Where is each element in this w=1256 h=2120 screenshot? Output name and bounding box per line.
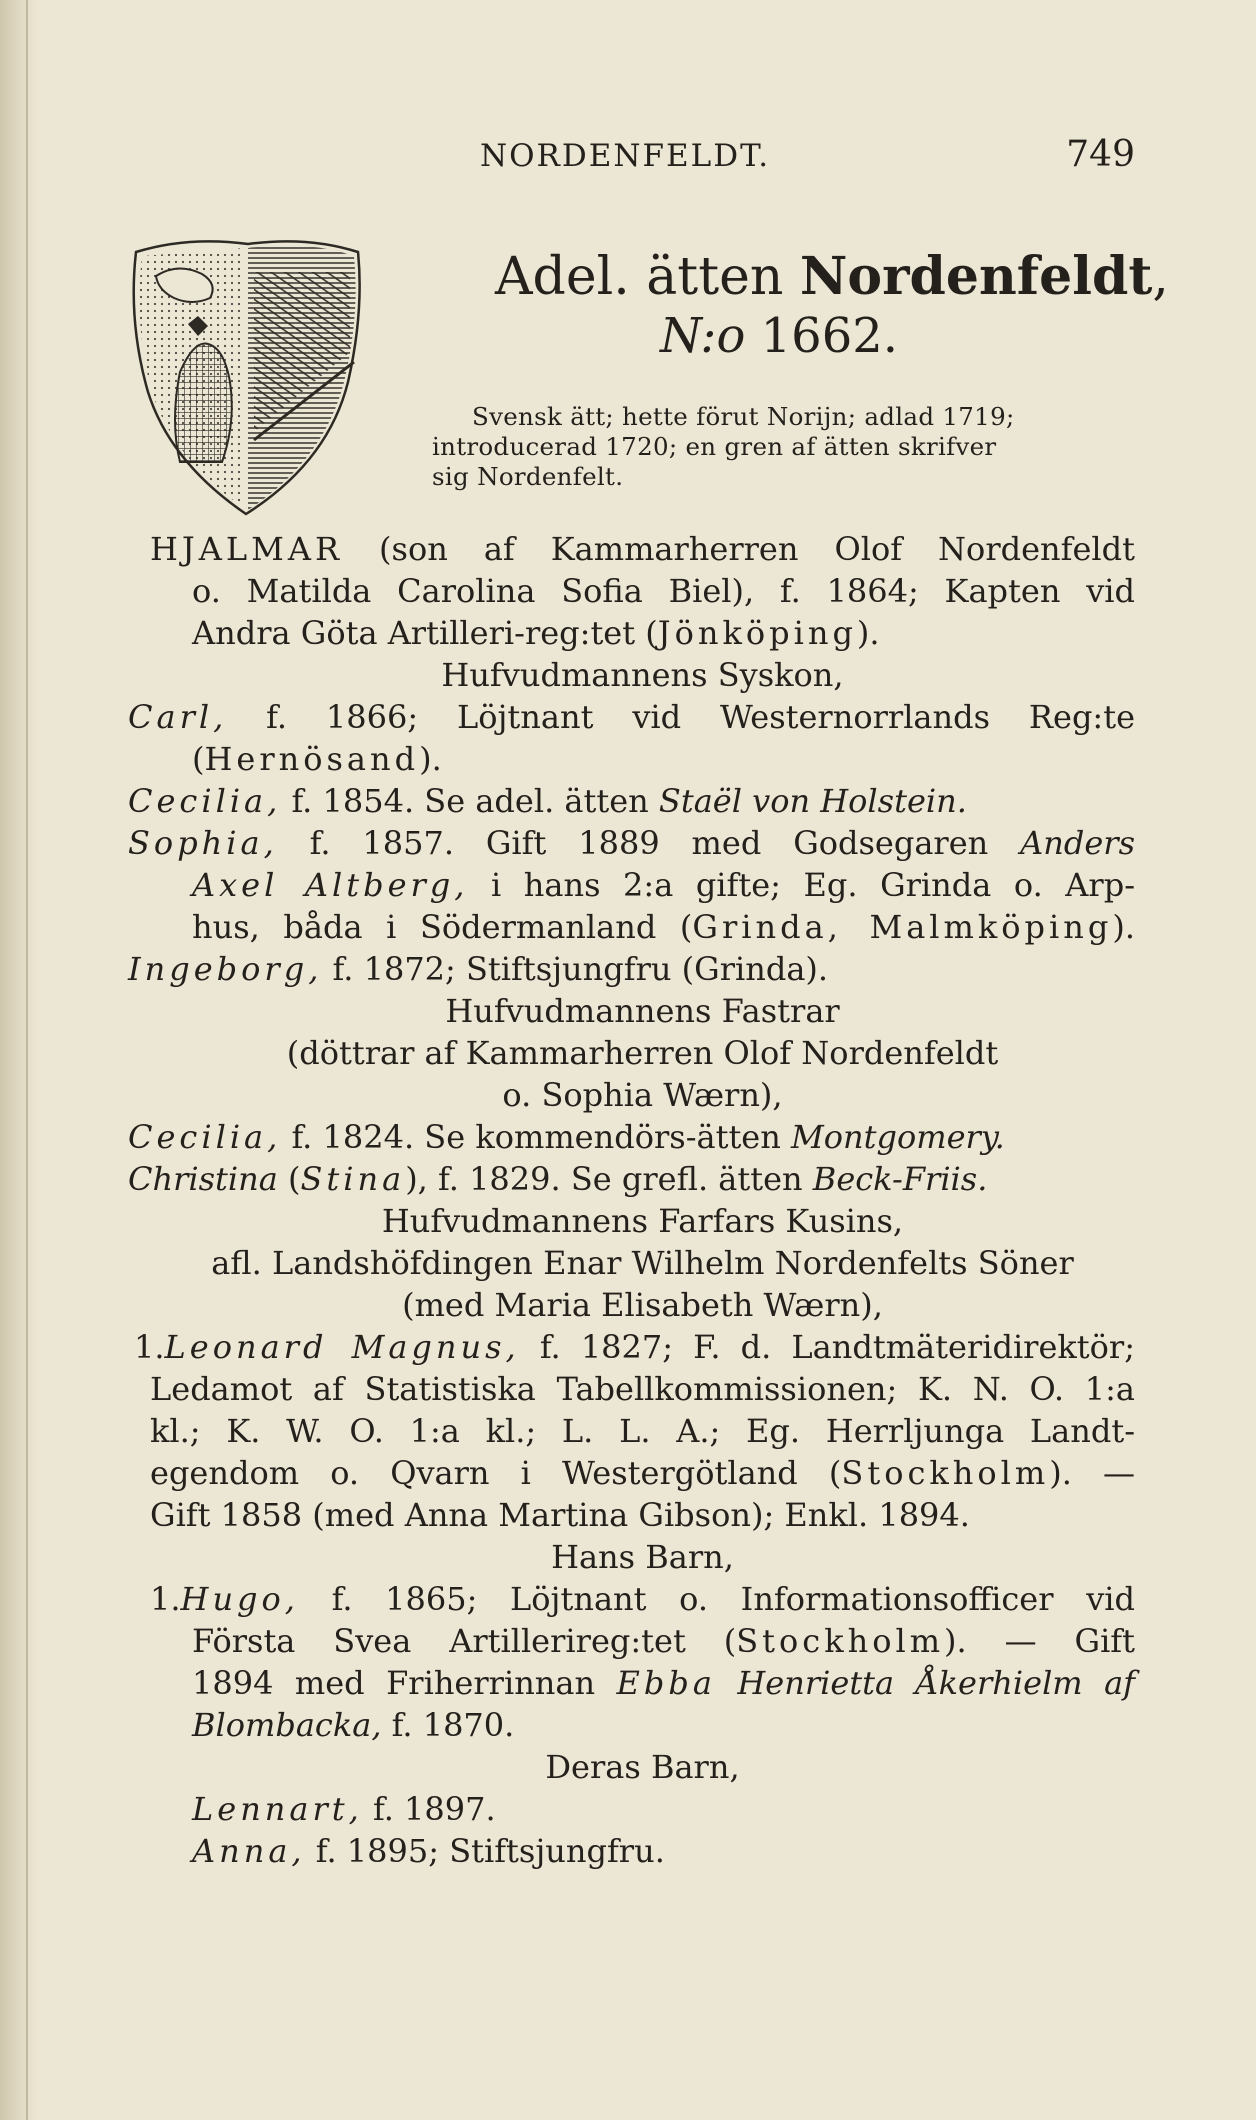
page-number: 749 bbox=[1066, 134, 1135, 175]
entry-text: f. 1827; F. d. Landtmäteridirektör; bbox=[519, 1328, 1136, 1366]
entry-line bbox=[150, 1704, 1135, 1746]
entry-line bbox=[150, 864, 1135, 906]
section-heading-barn: Hans Barn, bbox=[551, 1538, 734, 1576]
person-name: Leonard Magnus, bbox=[164, 1328, 520, 1366]
person-name: Cecilia, bbox=[128, 782, 282, 820]
person-name: HJALMAR bbox=[150, 530, 344, 568]
entry-text: ( bbox=[277, 1160, 301, 1198]
entry-anna bbox=[150, 1830, 1135, 1872]
person-name: Ebba bbox=[616, 1664, 716, 1702]
entry-number: 1. bbox=[150, 1580, 181, 1618]
genealogy-text bbox=[128, 528, 1136, 1872]
entry-text: ). — Gift bbox=[944, 1622, 1136, 1660]
section-heading-line: (döttrar af Kammarherren Olof Nordenfeldt bbox=[286, 1034, 999, 1072]
entry-line: o. Matilda Carolina Sofia Biel), f. 1864; Kapten vid bbox=[192, 572, 1135, 610]
cross-reference: Beck-Friis. bbox=[812, 1160, 988, 1198]
entry-text: f. 1866; Löjtnant vid Westernorrlands Reg:te bbox=[227, 698, 1135, 736]
cross-reference: Axel Altberg, bbox=[192, 866, 469, 904]
number-label: N:o bbox=[660, 308, 746, 364]
page-gutter-shadow bbox=[0, 0, 38, 2120]
entry-cecilia-1824 bbox=[128, 1116, 1135, 1158]
entry-line: Gift 1858 (med Anna Martina Gibson); Enkl. 1894. bbox=[150, 1496, 970, 1534]
entry-line bbox=[150, 1662, 1135, 1704]
place-name: Jönköping bbox=[657, 614, 857, 652]
section-heading-fastrar: Hufvudmannens Fastrar bbox=[445, 992, 840, 1030]
title-prefix: Adel. ätten bbox=[495, 247, 800, 307]
entry-line: Ledamot af Statistiska Tabellkommissionen; K. N. O. 1:a bbox=[150, 1370, 1135, 1408]
section-heading-line: (med Maria Elisabeth Wærn), bbox=[402, 1286, 883, 1324]
person-name: Sophia, bbox=[128, 824, 278, 862]
cross-reference: Blombacka, bbox=[192, 1706, 382, 1744]
cross-reference: Montgomery. bbox=[791, 1118, 1005, 1156]
entry-text: ), f. 1829. Se grefl. ätten bbox=[405, 1160, 813, 1198]
place-name: Hernösand bbox=[204, 740, 420, 778]
section-heading-syskon: Hufvudmannens Syskon, bbox=[441, 656, 844, 694]
entry-lennart bbox=[150, 1788, 1135, 1830]
entry-text: ). — bbox=[1049, 1454, 1136, 1492]
entry-christina bbox=[128, 1158, 1135, 1200]
description-line: introducerad 1720; en gren af ätten skrifver bbox=[432, 432, 997, 461]
entry-text: Andra Göta Artilleri-reg:tet ( bbox=[192, 614, 658, 652]
description-line: Svensk ätt; hette förut Norijn; adlad 1719; bbox=[472, 402, 1015, 431]
entry-text: 1894 med Friherrinnan bbox=[192, 1664, 617, 1702]
person-name: Christina bbox=[128, 1160, 278, 1198]
description-line: sig Nordenfelt. bbox=[432, 462, 624, 491]
person-name: Lennart, bbox=[192, 1790, 363, 1828]
title-comma: , bbox=[1152, 247, 1169, 307]
entry-text: f. 1865; Löjtnant o. Informationsofficer vid bbox=[298, 1580, 1135, 1618]
entry-hugo bbox=[150, 1578, 1135, 1620]
entry-line bbox=[150, 1620, 1135, 1662]
entry-text: i hans 2:a gifte; Eg. Grinda o. Arp- bbox=[468, 866, 1135, 904]
person-name: Ingeborg, bbox=[128, 950, 323, 988]
person-name: Cecilia, bbox=[128, 1118, 282, 1156]
entry-text: f. 1895; Stiftsjungfru. bbox=[305, 1832, 665, 1870]
person-name: Carl, bbox=[128, 698, 228, 736]
section-heading-deras-barn: Deras Barn, bbox=[545, 1748, 740, 1786]
person-name: Hugo, bbox=[180, 1580, 299, 1618]
place-name: Stockholm bbox=[736, 1622, 945, 1660]
person-nickname: Stina bbox=[300, 1160, 406, 1198]
entry-leonard bbox=[134, 1326, 1135, 1368]
section-heading-kusins: Hufvudmannens Farfars Kusins, bbox=[381, 1202, 904, 1240]
place-name: Stockholm bbox=[841, 1454, 1050, 1492]
cross-reference: Anders bbox=[1020, 824, 1135, 862]
entry-text: ). bbox=[1112, 908, 1136, 946]
person-name: Anna, bbox=[192, 1832, 306, 1870]
entry-text: hus, båda i Södermanland ( bbox=[192, 908, 693, 946]
entry-line: kl.; K. W. O. 1:a kl.; L. L. A.; Eg. Herrljunga Landt- bbox=[150, 1412, 1135, 1450]
entry-text: f. 1857. Gift 1889 med Godsegaren bbox=[277, 824, 1021, 862]
entry-text: (son af Kammarherren Olof Nordenfeldt bbox=[343, 530, 1135, 568]
entry-cecilia bbox=[128, 780, 1135, 822]
number-value: 1662. bbox=[745, 308, 899, 364]
cross-reference: Henrietta Åkerhielm af bbox=[715, 1664, 1136, 1702]
book-page bbox=[128, 0, 1169, 2120]
entry-line bbox=[150, 1452, 1135, 1494]
entry-carl bbox=[128, 696, 1135, 738]
cross-reference: Staël von Holstein. bbox=[658, 782, 967, 820]
entry-line bbox=[150, 906, 1135, 948]
entry-text: f. 1824. Se kommendörs-ätten bbox=[281, 1118, 792, 1156]
family-description bbox=[432, 402, 1137, 492]
entry-hjalmar bbox=[150, 528, 1135, 570]
title-heading bbox=[495, 246, 1169, 307]
entry-number: 1. bbox=[134, 1328, 165, 1366]
coat-of-arms-icon bbox=[118, 232, 372, 522]
gutter-edge-line bbox=[26, 0, 28, 2120]
entry-text: f. 1870. bbox=[381, 1706, 515, 1744]
entry-line bbox=[150, 612, 1135, 654]
entry-text: f. 1897. bbox=[362, 1790, 496, 1828]
entry-text: f. 1854. Se adel. ätten bbox=[281, 782, 659, 820]
entry-sophia bbox=[128, 822, 1135, 864]
section-heading-line: o. Sophia Wærn), bbox=[502, 1076, 783, 1114]
entry-line bbox=[150, 738, 1135, 780]
entry-text: egendom o. Qvarn i Westergötland ( bbox=[150, 1454, 842, 1492]
family-name: Nordenfeldt bbox=[799, 246, 1153, 307]
entry-text: f. 1872; Stiftsjungfru (Grinda). bbox=[322, 950, 829, 988]
entry-text: ( bbox=[192, 740, 205, 778]
entry-text: ). bbox=[856, 614, 880, 652]
running-head: NORDENFELDT. bbox=[480, 138, 771, 174]
place-name: Grinda, Malmköping bbox=[692, 908, 1113, 946]
family-number bbox=[660, 308, 898, 364]
entry-text: ). bbox=[419, 740, 442, 778]
entry-text: Första Svea Artillerireg:tet ( bbox=[192, 1622, 737, 1660]
entry-ingeborg bbox=[128, 948, 1135, 990]
section-heading-line: afl. Landshöfdingen Enar Wilhelm Nordenfelts Söner bbox=[211, 1244, 1074, 1282]
